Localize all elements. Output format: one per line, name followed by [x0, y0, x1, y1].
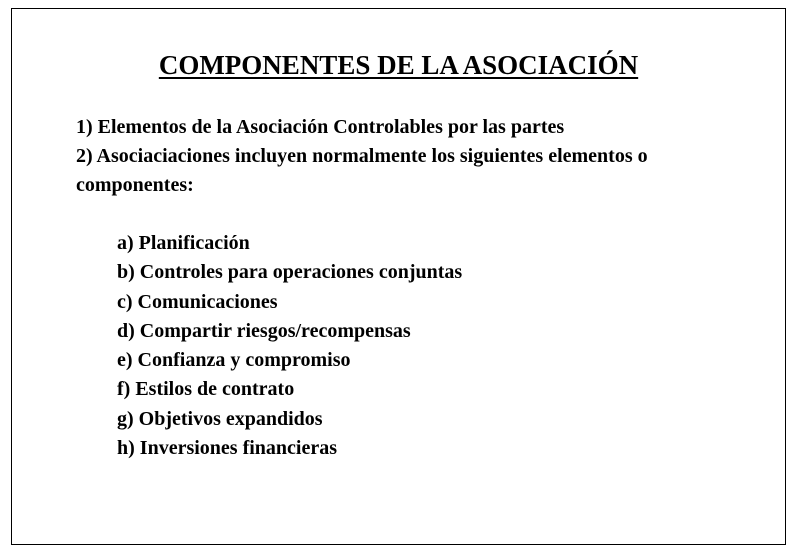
slide-frame: [11, 8, 786, 545]
slide-title: COMPONENTES DE LA ASOCIACIÓN: [158, 50, 639, 80]
main-point-1: 1) Elementos de la Asociación Controlables por las partes: [76, 116, 565, 138]
component-item-controles: b) Controles para operaciones conjuntas: [117, 261, 463, 284]
component-item-objetivos: g) Objetivos expandidos: [117, 407, 323, 430]
main-point-2: 2) Asociaciaciones incluyen normalmente los siguientes elementos o componentes:: [76, 145, 648, 196]
component-item-riesgos: d) Compartir riesgos/recompensas: [117, 319, 411, 342]
component-item-contrato: f) Estilos de contrato: [117, 378, 295, 401]
component-item-planificacion: a) Planificación: [117, 232, 250, 254]
component-item-confianza: e) Confianza y compromiso: [117, 349, 351, 372]
component-item-comunicaciones: c) Comunicaciones: [117, 290, 278, 313]
main-points-list: [76, 113, 766, 200]
component-item-inversiones: h) Inversiones financieras: [117, 437, 337, 460]
components-list: [117, 229, 462, 463]
